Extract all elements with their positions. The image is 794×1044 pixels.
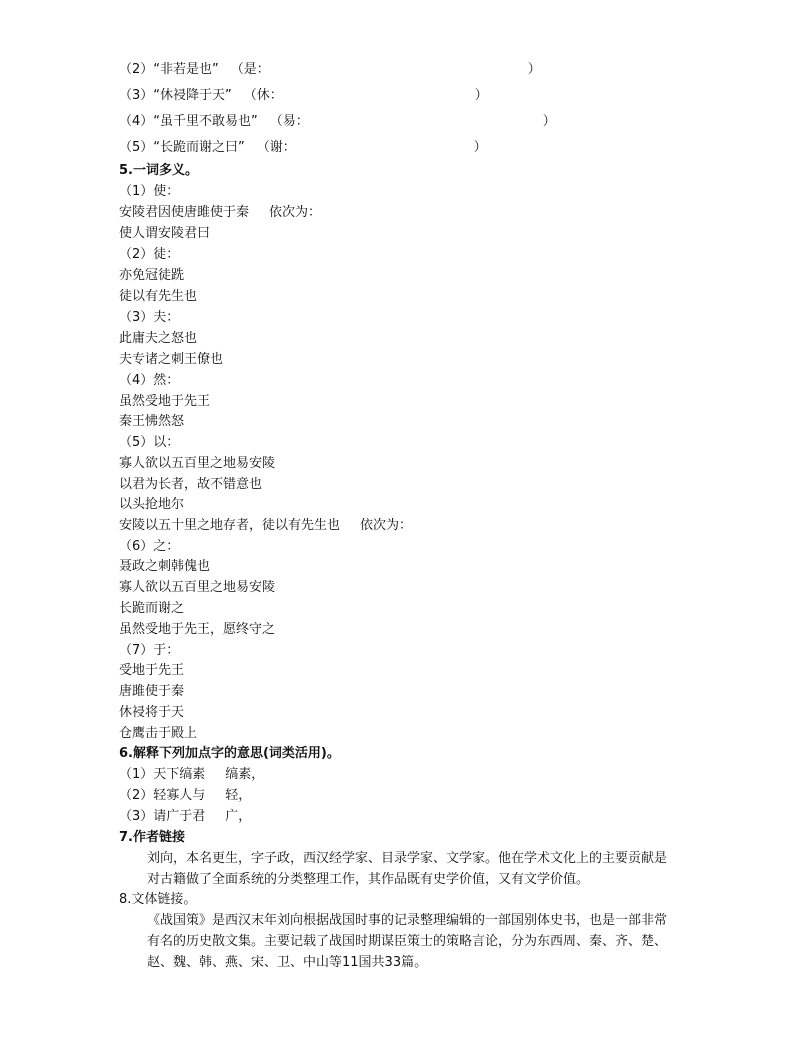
s5-note: 依次为： [360,518,413,533]
s5-line-text: 安陵君因使唐雎使于秦 [119,205,250,220]
s5-line: 虽然受地于先王 [119,394,211,409]
s5-line: 亦免冠徒跣 [119,268,185,283]
s5-line: （6）之： [119,539,180,554]
s5-line: （3）夫： [119,310,180,325]
q4-item-2 [119,61,541,79]
s5-line [119,517,412,535]
q4-item-label: （4）“虽千里不敢易也” [119,114,258,129]
s6-item [119,766,264,784]
section-6-heading: 6.解释下列加点字的意思(词类活用)。 [119,746,340,761]
s5-line [119,204,321,222]
s5-line: 唐雎使于秦 [119,684,185,699]
s5-line: 此庸夫之怒也 [119,331,198,346]
section-8-paragraph [119,910,675,973]
s5-line: 夫专诸之刺王僚也 [119,352,224,367]
s5-line: （7）于： [119,643,180,658]
s6-question: （2）轻寡人与 [119,788,206,803]
s5-line: 使人谓安陵君曰 [119,226,211,241]
s5-line-text: 安陵以五十里之地存者，徒以有先生也 [119,518,341,533]
s5-line: （2）徒： [119,247,180,262]
s5-line: 以君为长者，故不错意也 [119,477,263,492]
s6-question: （1）天下缟素 [119,767,206,782]
q4-item-label: （5）“长跪而谢之曰” [119,140,245,155]
s5-line: 虽然受地于先王，愿终守之 [119,622,276,637]
s5-line: 秦王怫然怒 [119,414,185,429]
q4-paren-close: ） [527,62,541,77]
s5-line: 寡人欲以五百里之地易安陵 [119,456,276,471]
q4-paren-open: （易： [269,114,309,129]
s5-line: （5）以： [119,435,180,450]
s5-line: 聂政之刺韩傀也 [119,559,211,574]
section-7-paragraph [119,848,675,890]
q4-paren-close: ） [474,88,488,103]
s6-item [119,787,251,805]
section-7-heading: 7.作者链接 [119,830,185,845]
q4-paren-open: （休： [243,88,283,103]
s5-line: 休祲将于天 [119,705,185,720]
s6-item [119,808,251,826]
q4-paren-open: （是： [230,62,270,77]
s5-line: 长跪而谢之 [119,601,185,616]
q4-item-5 [119,139,487,157]
section-7-text: 刘向，本名更生，字子政，西汉经学家、目录学家、文学家。他在学术文化上的主要贡献是对古籍做了全面系统的分类整理工作，其作品既有史学价值，又有文学价值。 [147,851,668,887]
section-5-heading: 5.一词多义。 [119,163,198,178]
section-8-text: 《战国策》是西汉末年刘向根据战国时事的记录整理编辑的一部国别体史书，也是一部非常有名的历史散文集。主要记载了战国时期谋臣策士的策略言论，分为东西周、秦、齐、楚、赵、魏、韩、燕、宋、卫、中山等11国共33篇。 [147,913,668,970]
s6-answer-label: 轻， [225,788,252,803]
s5-line: 寡人欲以五百里之地易安陵 [119,580,276,595]
q4-item-label: （2）“非若是也” [119,62,219,77]
s6-answer-label: 缟素， [225,767,265,782]
s5-line: 以头抢地尔 [119,497,185,512]
q4-item-label: （3）“休祲降于天” [119,88,232,103]
q4-item-3 [119,87,488,105]
s5-line: 仓鹰击于殿上 [119,726,198,741]
s6-question: （3）请广于君 [119,809,206,824]
q4-paren-open: （谢： [256,140,296,155]
s5-line: （4）然： [119,373,180,388]
q4-paren-close: ） [542,114,556,129]
s6-answer-label: 广， [225,809,252,824]
s5-line: 徒以有先生也 [119,289,198,304]
q4-paren-close: ） [473,140,487,155]
section-8-heading: 8.文体链接。 [119,892,197,907]
q4-item-4 [119,113,556,131]
s5-note: 依次为： [269,205,322,220]
s5-line: （1）使： [119,184,180,199]
s5-line: 受地于先王 [119,663,185,678]
